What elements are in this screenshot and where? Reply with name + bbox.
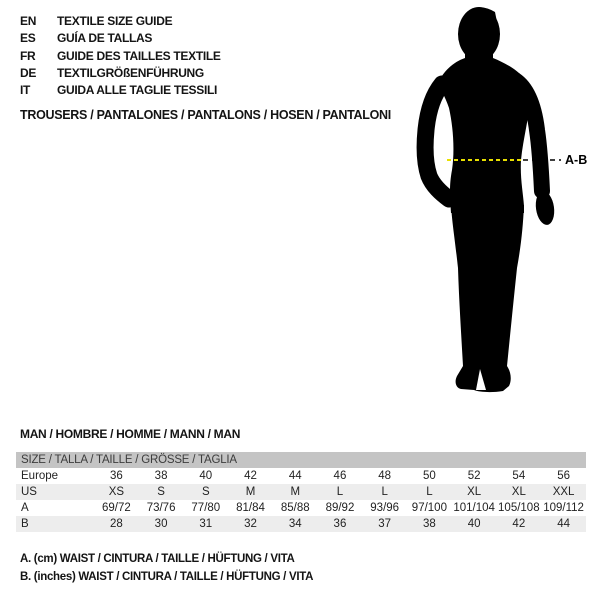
- cell: 42: [244, 470, 257, 482]
- cell: L: [407, 484, 452, 500]
- cell: 42: [496, 516, 541, 532]
- language-row: [20, 13, 221, 30]
- cell: L: [318, 484, 363, 500]
- cell: 105/108: [498, 502, 540, 514]
- cell: 73/76: [146, 502, 176, 514]
- cell: 40: [452, 516, 497, 532]
- silhouette-shape: [425, 7, 556, 392]
- cell: 38: [407, 516, 452, 532]
- language-code: ES: [20, 31, 36, 46]
- cell: 32: [228, 516, 273, 532]
- cell: 56: [557, 470, 570, 482]
- language-label: GUÍA DE TALLAS: [57, 31, 153, 46]
- cell: 31: [183, 516, 228, 532]
- language-code: DE: [20, 65, 37, 80]
- footnote-cm: A. (cm) WAIST / CINTURA / TAILLE / HÜFTUNG / VITA: [20, 553, 295, 565]
- language-label: GUIDE DES TAILLES TEXTILE: [57, 48, 221, 63]
- language-row: [20, 48, 221, 65]
- cell: 46: [333, 470, 347, 482]
- row-label: A: [21, 502, 29, 514]
- cell: 97/100: [411, 502, 447, 514]
- language-row: [20, 30, 221, 47]
- cell: 48: [378, 470, 392, 482]
- size-table: [16, 452, 586, 532]
- man-silhouette: [395, 0, 600, 420]
- measure-label: A-B: [565, 153, 588, 167]
- cell: S: [183, 484, 228, 500]
- cell: 36: [109, 470, 123, 482]
- category-title: TROUSERS / PANTALONES / PANTALONS / HOSEN / PANTALONI: [20, 108, 391, 122]
- cell: 69/72: [101, 502, 131, 514]
- language-code: IT: [20, 83, 31, 98]
- cell: 101/104: [453, 502, 495, 514]
- cell: 30: [139, 516, 184, 532]
- language-list: [20, 13, 221, 99]
- table-row: [16, 484, 586, 500]
- cell: 93/96: [370, 502, 400, 514]
- cell: 37: [362, 516, 407, 532]
- cell: XXL: [541, 484, 586, 500]
- cell: L: [362, 484, 407, 500]
- cell: 77/80: [191, 502, 221, 514]
- cell: M: [273, 484, 318, 500]
- table-row: [16, 500, 586, 516]
- cell: 44: [288, 470, 302, 482]
- size-table-header: [16, 452, 586, 468]
- cell: 40: [199, 470, 213, 482]
- cell: M: [228, 484, 273, 500]
- cell: 36: [318, 516, 363, 532]
- footnote-inches: B. (inches) WAIST / CINTURA / TAILLE / HÜFTUNG / VITA: [20, 570, 314, 583]
- cell: 54: [512, 470, 526, 482]
- cell: XL: [452, 484, 497, 500]
- cell: 50: [422, 470, 436, 482]
- cell: XS: [94, 484, 139, 500]
- language-label: GUIDA ALLE TAGLIE TESSILI: [57, 83, 218, 98]
- cell: 28: [94, 516, 139, 532]
- language-label: TEXTILE SIZE GUIDE: [57, 14, 173, 28]
- cell: 89/92: [325, 502, 355, 514]
- cell: XL: [496, 484, 541, 500]
- cell: 34: [273, 516, 318, 532]
- table-row: [16, 516, 586, 532]
- cell: 81/84: [236, 502, 265, 514]
- language-label: TEXTILGRÖßENFÜHRUNG: [57, 65, 204, 80]
- cell: 109/112: [543, 502, 584, 514]
- footnotes: [20, 551, 313, 586]
- language-row: [20, 82, 221, 99]
- language-row: [20, 65, 221, 82]
- cell: 85/88: [280, 502, 310, 514]
- row-label: B: [16, 516, 94, 532]
- row-label: US: [16, 484, 94, 500]
- cell: 44: [541, 516, 586, 532]
- language-code: FR: [20, 48, 36, 63]
- section-title: MAN / HOMBRE / HOMME / MANN / MAN: [20, 427, 241, 441]
- table-row: [16, 468, 586, 484]
- language-code: EN: [20, 14, 37, 28]
- cell: 38: [154, 470, 168, 482]
- cell: S: [139, 484, 184, 500]
- row-label: Europe: [21, 470, 59, 482]
- size-table-header-label: SIZE / TALLA / TAILLE / GRÖSSE / TAGLIA: [16, 452, 586, 468]
- cell: 52: [467, 470, 481, 482]
